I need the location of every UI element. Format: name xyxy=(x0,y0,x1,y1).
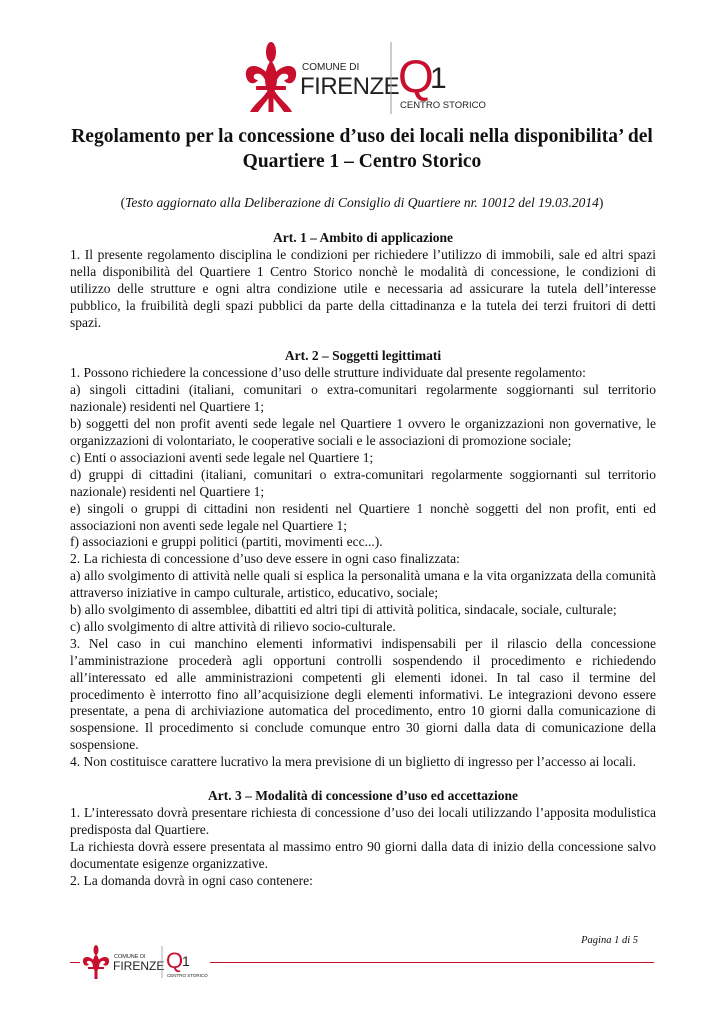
footer-logo-one-text: 1 xyxy=(182,953,190,969)
article-paragraph: b) soggetti del non profit aventi sede legale nel Quartiere 1 ovvero le organizzazioni non governative, le organizzazioni di volontariato, le cooperative sociali e le associazioni di promozione sociale; xyxy=(70,416,656,448)
document-subtitle: (Testo aggiornato alla Deliberazione di Consiglio di Quartiere nr. 10012 del 19.03.2014) xyxy=(120,195,604,210)
article-paragraph: 2. La domanda dovrà in ogni caso contenere: xyxy=(70,872,313,888)
article-paragraph: 1. Il presente regolamento disciplina le condizioni per richiedere l’utilizzo di immobili, sale ed altri spazi nella disponibilità del Quartiere 1 Centro Storico nonchè le modalità di concessione, le condizioni di utilizzo delle strutture e ogni altra condizione utile e necessaria ad assicurare la tutela dell’interesse pubblico, la fruibilità degli spazi pubblici da parte della cittadinanza e la tutela dei terzi fruitori di detti spazi. xyxy=(70,246,656,330)
article-paragraph: 3. Nel caso in cui manchino elementi informativi indispensabili per il rilascio della concessione l’amministrazione procederà agli opportuni controlli sospendendo il procedimento e richiedendo all’interessato ed alle amministrazioni competenti gli elementi idonei. In tal caso il termine del procedimento è interrotto fino all’acquisizione degli elementi informativi. Le integrazioni devono essere presentate, a pena di archiviazione automatica del procedimento, entro 10 giorni dalla comunicazione di sospensione. Il procedimento si conclude comunque entro 30 giorni dalla data di comunicazione della sospensione. xyxy=(70,635,656,753)
logo-centro-storico-text: CENTRO STORICO xyxy=(400,100,486,111)
article-paragraph: d) gruppi di cittadini (italiani, comunitari o extra-comunitari regolarmente soggiornanti sul territorio nazionale) residenti nel Quartiere 1; xyxy=(70,466,656,499)
subtitle-text: Testo aggiornato alla Deliberazione di Consiglio di Quartiere nr. 10012 del 19.03.2014 xyxy=(125,195,599,210)
article-paragraph: a) singoli cittadini (italiani, comunitari o extra-comunitari regolarmente soggiornanti sul territorio nazionale) residenti nel Quartiere 1; xyxy=(70,382,656,415)
article-paragraph: 4. Non costituisce carattere lucrativo la mera previsione di un biglietto di ingresso per l’accesso ai locali. xyxy=(70,754,637,770)
footer-logo-firenze-text: FIRENZE xyxy=(113,959,165,973)
footer-logo-q-text: Q xyxy=(166,948,184,973)
document-body xyxy=(70,230,656,890)
document-title: Regolamento per la concessione d’uso dei locali nella disponibilita’ del Quartiere 1 – Centro Storico xyxy=(71,126,653,172)
logo-q-text: Q xyxy=(398,50,434,102)
article-heading: Art. 3 – Modalità di concessione d’uso ed accettazione xyxy=(207,788,519,804)
fleur-de-lis-icon xyxy=(246,42,296,112)
article-paragraph: 2. La richiesta di concessione d’uso deve essere in ogni caso finalizzata: xyxy=(70,551,460,567)
logo-firenze-text: FIRENZE xyxy=(300,73,400,100)
article-2 xyxy=(70,348,656,771)
article-paragraph: f) associazioni e gruppi politici (partiti, movimenti ecc...). xyxy=(70,534,383,550)
article-paragraph: La richiesta dovrà essere presentata al massimo entro 90 giorni dalla data di inizio della concessione salvo documentate esigenze organizzative. xyxy=(70,838,656,871)
article-paragraph: b) allo svolgimento di assemblee, dibattiti ed altri tipi di attività politica, sindacale, sociale, culturale; xyxy=(70,602,617,618)
logo-comune-text: COMUNE DI xyxy=(302,62,360,73)
article-heading: Art. 1 – Ambito di applicazione xyxy=(272,230,453,245)
article-paragraph: a) allo svolgimento di attività nelle quali si esplica la personalità umana e la vita organizzata della comunità attraverso iniziative in campo culturale, artistico, educativo, sociale; xyxy=(70,568,656,601)
footer-logo-centro-text: CENTRO STORICO xyxy=(167,973,208,978)
footer-logo-comune-text: COMUNE DI xyxy=(114,954,146,960)
article-3 xyxy=(70,788,656,889)
footer-logo-graphic xyxy=(80,944,210,980)
article-1 xyxy=(70,230,656,331)
page-number: Pagina 1 di 5 xyxy=(581,935,638,946)
article-paragraph: e) singoli o gruppi di cittadini non residenti nel Quartiere 1 nonchè soggetti del non profit, enti ed associazioni non aventi sede legale nel Quartiere 1; xyxy=(70,500,656,533)
footer-logo xyxy=(80,944,210,980)
comune-firenze-logo xyxy=(240,40,490,116)
footer-fleur-de-lis-icon xyxy=(83,945,109,979)
article-paragraph: 1. L’interessato dovrà presentare richiesta di concessione d’uso dei locali utilizzando l’apposita modulistica predisposta dal Quartiere. xyxy=(70,805,656,837)
article-paragraph: 1. Possono richiedere la concessione d’uso delle strutture individuate dal presente regolamento: xyxy=(70,365,586,381)
header-logo xyxy=(240,40,490,116)
article-heading: Art. 2 – Soggetti legittimati xyxy=(284,348,442,364)
article-paragraph: c) allo svolgimento di altre attività di rilievo socio-culturale. xyxy=(70,618,396,634)
article-paragraph: c) Enti o associazioni aventi sede legale nel Quartiere 1; xyxy=(70,449,374,465)
logo-one-text: 1 xyxy=(430,62,447,95)
